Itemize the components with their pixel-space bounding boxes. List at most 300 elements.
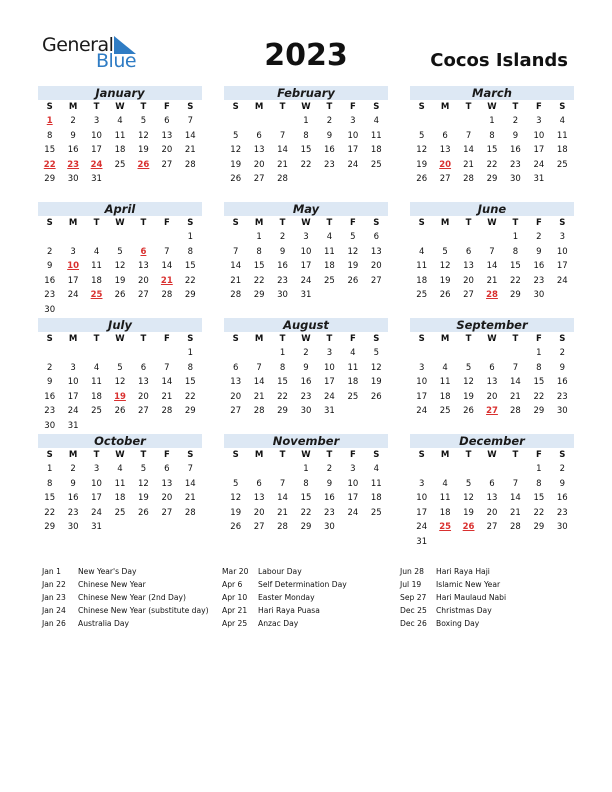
day-cell: 6 xyxy=(164,116,170,126)
day-cell: 19 xyxy=(230,159,242,170)
week-row xyxy=(410,114,574,129)
weekday-label: W xyxy=(487,450,497,460)
day-cell: 18 xyxy=(114,145,126,155)
day-cell: 19 xyxy=(370,377,382,387)
day-cell: 11 xyxy=(370,478,382,489)
day-cell: 28 xyxy=(230,290,242,300)
weekday-label: T xyxy=(326,450,333,460)
holiday-name: Chinese New Year xyxy=(78,580,146,589)
holiday-day-cell: 21 xyxy=(160,275,173,286)
weekday-label: S xyxy=(232,450,239,460)
week-row xyxy=(224,143,388,158)
day-cell: 25 xyxy=(556,159,568,170)
empty-day-cell xyxy=(341,520,364,535)
weekday-label: S xyxy=(559,450,566,460)
day-cell: 19 xyxy=(439,275,451,286)
day-cell: 4 xyxy=(117,464,123,474)
day-cell: 7 xyxy=(465,130,472,141)
empty-day-cell xyxy=(38,346,61,361)
week-row xyxy=(38,506,202,521)
day-cell: 8 xyxy=(303,130,309,141)
week-row xyxy=(224,520,388,535)
week-row xyxy=(38,419,202,434)
day-cell: 8 xyxy=(279,362,286,373)
day-cell: 13 xyxy=(439,145,451,155)
weekday-header-row xyxy=(38,216,202,230)
week-row xyxy=(38,172,202,187)
day-cell: 18 xyxy=(556,145,568,155)
holiday-day-cell: 28 xyxy=(486,290,498,300)
empty-day-cell xyxy=(365,288,388,303)
week-row xyxy=(410,361,574,376)
day-cell: 24 xyxy=(324,391,335,402)
day-cell: 20 xyxy=(138,275,149,286)
weekday-label: S xyxy=(418,450,425,460)
empty-day-cell xyxy=(61,303,84,318)
day-cell: 14 xyxy=(184,130,196,141)
weekday-header-row xyxy=(410,448,574,462)
week-row xyxy=(410,506,574,521)
day-cell: 26 xyxy=(114,406,126,416)
day-cell: 23 xyxy=(533,275,545,286)
day-cell: 15 xyxy=(184,261,196,271)
weekday-label: F xyxy=(163,102,170,112)
holiday-date: Apr 10 xyxy=(222,593,248,602)
empty-day-cell xyxy=(433,346,456,361)
weekday-label: T xyxy=(279,102,286,112)
weekday-label: T xyxy=(326,334,333,344)
weekday-label: F xyxy=(535,450,542,460)
day-cell: 30 xyxy=(44,420,56,431)
empty-day-cell xyxy=(108,303,131,318)
weekday-label: W xyxy=(115,334,125,344)
holiday-date: Jul 19 xyxy=(400,580,422,589)
day-cell: 27 xyxy=(230,406,242,416)
empty-day-cell xyxy=(224,346,247,361)
day-cell: 17 xyxy=(91,145,102,155)
day-cell: 12 xyxy=(370,362,382,373)
day-cell: 17 xyxy=(67,391,79,402)
day-cell: 3 xyxy=(326,348,333,358)
empty-day-cell xyxy=(132,303,155,318)
day-cell: 3 xyxy=(536,116,542,126)
day-cell: 11 xyxy=(114,130,126,141)
day-cell: 7 xyxy=(233,246,239,257)
day-cell: 20 xyxy=(486,391,498,402)
empty-day-cell xyxy=(433,462,456,477)
day-cell: 3 xyxy=(93,116,100,126)
month-september xyxy=(410,318,574,419)
day-cell: 12 xyxy=(138,478,149,489)
week-row xyxy=(38,361,202,376)
logo-text-general: General xyxy=(42,34,114,56)
weekday-label: W xyxy=(487,218,497,228)
holiday-name: Chinese New Year (2nd Day) xyxy=(78,593,187,602)
weekday-label: W xyxy=(115,218,125,228)
weekday-label: F xyxy=(163,218,170,228)
empty-day-cell xyxy=(457,114,480,129)
weekday-label: M xyxy=(254,102,264,112)
empty-day-cell xyxy=(433,535,456,550)
day-cell: 16 xyxy=(324,493,335,503)
day-cell: 1 xyxy=(489,116,495,126)
day-cell: 26 xyxy=(416,174,428,184)
holiday-entry xyxy=(400,617,576,630)
day-cell: 24 xyxy=(67,290,79,300)
holiday-name: Islamic New Year xyxy=(436,580,501,589)
holiday-day-cell: 20 xyxy=(439,159,452,170)
day-cell: 4 xyxy=(326,232,333,242)
day-cell: 7 xyxy=(164,362,170,373)
day-cell: 8 xyxy=(536,362,542,373)
day-cell: 23 xyxy=(44,406,56,416)
weekday-label: F xyxy=(163,450,170,460)
day-cell: 5 xyxy=(140,116,147,126)
day-cell: 19 xyxy=(463,507,474,518)
day-cell: 7 xyxy=(489,246,495,257)
holiday-date: Jan 1 xyxy=(42,567,61,576)
day-cell: 22 xyxy=(184,275,196,286)
week-row xyxy=(410,288,574,303)
week-row xyxy=(38,288,202,303)
week-row xyxy=(224,274,388,289)
calendar-year: 2023 xyxy=(264,38,348,73)
day-cell: 14 xyxy=(161,261,173,271)
week-row xyxy=(410,245,574,260)
weekday-label: T xyxy=(279,334,286,344)
holiday-entry xyxy=(42,565,218,578)
day-cell: 22 xyxy=(44,507,56,518)
day-cell: 22 xyxy=(184,391,196,402)
day-cell: 29 xyxy=(486,174,498,184)
empty-day-cell xyxy=(155,419,178,434)
day-cell: 13 xyxy=(230,377,242,387)
empty-day-cell xyxy=(341,172,364,187)
empty-day-cell xyxy=(365,404,388,419)
week-row xyxy=(38,462,202,477)
empty-day-cell xyxy=(179,520,202,535)
weekday-label: T xyxy=(465,218,472,228)
day-cell: 5 xyxy=(233,478,239,489)
holiday-entry xyxy=(222,565,398,578)
day-cell: 8 xyxy=(536,478,542,489)
weekday-label: T xyxy=(465,102,472,112)
day-cell: 26 xyxy=(370,391,382,402)
weekday-label: S xyxy=(232,334,239,344)
day-cell: 29 xyxy=(510,290,521,300)
week-row xyxy=(410,346,574,361)
weekday-label: S xyxy=(46,334,53,344)
weekday-label: M xyxy=(440,218,450,228)
day-cell: 19 xyxy=(114,275,126,286)
day-cell: 7 xyxy=(256,362,262,373)
day-cell: 6 xyxy=(489,478,495,489)
weekday-label: M xyxy=(68,218,78,228)
day-cell: 13 xyxy=(253,493,265,503)
empty-day-cell xyxy=(108,346,131,361)
holiday-day-cell: 6 xyxy=(140,246,147,257)
empty-day-cell xyxy=(365,172,388,187)
day-cell: 13 xyxy=(161,478,173,489)
day-cell: 22 xyxy=(533,507,545,518)
holiday-entry xyxy=(400,604,576,617)
day-cell: 23 xyxy=(324,507,335,518)
day-cell: 3 xyxy=(70,362,76,373)
day-cell: 7 xyxy=(279,130,286,141)
weekday-label: T xyxy=(512,218,519,228)
month-april xyxy=(38,202,202,317)
holiday-day-cell: 26 xyxy=(462,522,475,532)
holiday-entry xyxy=(42,617,218,630)
week-row xyxy=(410,390,574,405)
day-cell: 2 xyxy=(47,362,53,373)
weekday-label: M xyxy=(68,102,78,112)
weekday-label: S xyxy=(559,102,566,112)
day-cell: 5 xyxy=(442,246,448,257)
day-cell: 9 xyxy=(512,130,519,141)
holiday-entry xyxy=(400,578,576,591)
holiday-entry xyxy=(222,578,398,591)
day-cell: 10 xyxy=(416,493,428,503)
day-cell: 2 xyxy=(70,464,76,474)
week-row xyxy=(224,230,388,245)
day-cell: 16 xyxy=(556,377,568,387)
holiday-day-cell: 19 xyxy=(114,391,126,402)
month-october xyxy=(38,434,202,535)
weekday-label: T xyxy=(93,334,100,344)
day-cell: 4 xyxy=(350,348,356,358)
week-row xyxy=(224,361,388,376)
day-cell: 5 xyxy=(233,130,239,141)
week-row xyxy=(38,375,202,390)
empty-day-cell xyxy=(85,346,108,361)
day-cell: 21 xyxy=(161,391,173,402)
day-cell: 10 xyxy=(300,246,312,257)
day-cell: 25 xyxy=(347,391,359,402)
holiday-entry xyxy=(222,617,398,630)
day-cell: 7 xyxy=(512,478,519,489)
week-row xyxy=(38,404,202,419)
weekday-label: T xyxy=(512,334,519,344)
day-cell: 30 xyxy=(324,522,335,532)
day-cell: 26 xyxy=(230,522,242,532)
weekday-label: S xyxy=(559,218,566,228)
month-february xyxy=(224,86,388,187)
weekday-label: S xyxy=(418,102,425,112)
day-cell: 1 xyxy=(256,232,262,242)
empty-day-cell xyxy=(224,114,247,129)
empty-day-cell xyxy=(108,172,131,187)
day-cell: 24 xyxy=(533,159,545,170)
day-cell: 1 xyxy=(536,464,542,474)
empty-day-cell xyxy=(179,303,202,318)
day-cell: 19 xyxy=(230,507,242,518)
weekday-header-row xyxy=(410,216,574,230)
holiday-name: Christmas Day xyxy=(436,606,492,615)
day-cell: 2 xyxy=(279,232,286,242)
day-cell: 25 xyxy=(370,159,382,170)
day-cell: 14 xyxy=(253,377,265,387)
day-cell: 12 xyxy=(439,261,451,271)
week-row xyxy=(224,346,388,361)
day-cell: 17 xyxy=(556,261,568,271)
day-cell: 14 xyxy=(510,493,521,503)
holiday-name: Hari Raya Haji xyxy=(436,567,490,576)
day-cell: 17 xyxy=(347,145,359,155)
day-cell: 15 xyxy=(300,493,312,503)
weekday-label: S xyxy=(373,218,380,228)
empty-day-cell xyxy=(224,230,247,245)
empty-day-cell xyxy=(247,114,270,129)
holiday-name: Hari Maulaud Nabi xyxy=(436,593,507,602)
day-cell: 27 xyxy=(463,290,474,300)
holiday-day-cell: 1 xyxy=(46,116,53,126)
day-cell: 21 xyxy=(277,159,288,170)
weekday-label: T xyxy=(465,334,472,344)
holiday-name: Easter Monday xyxy=(258,593,315,602)
day-cell: 8 xyxy=(256,246,262,257)
day-cell: 15 xyxy=(510,261,521,271)
week-row xyxy=(224,129,388,144)
month-june xyxy=(410,202,574,303)
day-cell: 26 xyxy=(347,275,359,286)
empty-day-cell xyxy=(132,520,155,535)
day-cell: 22 xyxy=(486,159,498,170)
holiday-entry xyxy=(42,578,218,591)
weekday-label: T xyxy=(326,102,333,112)
day-cell: 17 xyxy=(416,391,428,402)
empty-day-cell xyxy=(410,230,433,245)
day-cell: 12 xyxy=(463,377,474,387)
day-cell: 29 xyxy=(533,406,545,416)
weekday-label: W xyxy=(115,450,125,460)
holiday-date: Jun 28 xyxy=(400,567,424,576)
day-cell: 21 xyxy=(510,391,521,402)
weekday-label: W xyxy=(487,102,497,112)
weekday-header-row xyxy=(224,216,388,230)
day-cell: 29 xyxy=(44,174,56,184)
weekday-label: S xyxy=(373,450,380,460)
week-row xyxy=(410,462,574,477)
empty-day-cell xyxy=(85,419,108,434)
weekday-label: M xyxy=(254,450,264,460)
day-cell: 4 xyxy=(442,362,448,373)
day-cell: 23 xyxy=(277,275,288,286)
day-cell: 1 xyxy=(187,348,193,358)
day-cell: 11 xyxy=(370,130,382,141)
empty-day-cell xyxy=(504,346,527,361)
day-cell: 9 xyxy=(70,478,76,489)
weekday-label: W xyxy=(487,334,497,344)
day-cell: 11 xyxy=(416,261,428,271)
weekday-label: S xyxy=(46,102,53,112)
empty-day-cell xyxy=(410,114,433,129)
empty-day-cell xyxy=(132,419,155,434)
day-cell: 19 xyxy=(463,391,474,402)
empty-day-cell xyxy=(504,535,527,550)
day-cell: 14 xyxy=(510,377,521,387)
day-cell: 12 xyxy=(463,493,474,503)
day-cell: 29 xyxy=(184,406,196,416)
day-cell: 11 xyxy=(91,377,102,387)
empty-day-cell xyxy=(271,114,294,129)
day-cell: 26 xyxy=(439,290,451,300)
day-cell: 3 xyxy=(70,246,76,257)
holiday-name: Australia Day xyxy=(78,619,129,628)
day-cell: 11 xyxy=(347,362,359,373)
day-cell: 16 xyxy=(67,145,79,155)
week-row xyxy=(224,462,388,477)
weekday-label: F xyxy=(349,102,356,112)
weekday-header-row xyxy=(410,332,574,346)
day-cell: 14 xyxy=(230,261,242,271)
holiday-entry xyxy=(222,604,398,617)
day-cell: 7 xyxy=(187,116,193,126)
holiday-date: Jan 22 xyxy=(42,580,66,589)
day-cell: 31 xyxy=(300,290,312,300)
empty-day-cell xyxy=(38,230,61,245)
holiday-column xyxy=(42,565,218,630)
weekday-label: S xyxy=(46,218,53,228)
holiday-name: Anzac Day xyxy=(258,619,299,628)
day-cell: 21 xyxy=(184,145,196,155)
weekday-label: F xyxy=(349,334,356,344)
day-cell: 25 xyxy=(370,507,382,518)
weekday-label: T xyxy=(279,450,286,460)
holiday-day-cell: 23 xyxy=(67,159,80,170)
day-cell: 25 xyxy=(324,275,335,286)
day-cell: 21 xyxy=(486,275,498,286)
day-cell: 20 xyxy=(463,275,474,286)
day-cell: 8 xyxy=(47,130,53,141)
day-cell: 11 xyxy=(324,246,335,257)
month-december xyxy=(410,434,574,549)
day-cell: 4 xyxy=(373,116,379,126)
day-cell: 11 xyxy=(439,377,451,387)
month-title: May xyxy=(224,202,388,216)
day-cell: 21 xyxy=(277,507,288,518)
day-cell: 9 xyxy=(536,246,542,257)
week-row xyxy=(410,259,574,274)
day-cell: 18 xyxy=(370,493,382,503)
day-cell: 2 xyxy=(536,232,542,242)
empty-day-cell xyxy=(480,346,503,361)
weekday-label: S xyxy=(187,450,194,460)
day-cell: 29 xyxy=(533,522,545,532)
day-cell: 19 xyxy=(138,493,149,503)
weekday-label: T xyxy=(140,450,147,460)
day-cell: 13 xyxy=(463,261,474,271)
empty-day-cell xyxy=(61,346,84,361)
week-row xyxy=(38,390,202,405)
weekday-label: W xyxy=(301,218,311,228)
day-cell: 15 xyxy=(533,493,545,503)
day-cell: 4 xyxy=(117,116,123,126)
month-august xyxy=(224,318,388,419)
holiday-day-cell: 10 xyxy=(67,261,80,271)
day-cell: 8 xyxy=(512,246,519,257)
empty-day-cell xyxy=(85,230,108,245)
day-cell: 17 xyxy=(347,493,359,503)
weekday-label: S xyxy=(187,334,194,344)
day-cell: 4 xyxy=(373,464,379,474)
empty-day-cell xyxy=(155,172,178,187)
week-row xyxy=(224,114,388,129)
day-cell: 16 xyxy=(324,145,335,155)
day-cell: 11 xyxy=(91,261,102,271)
day-cell: 6 xyxy=(442,130,448,141)
day-cell: 30 xyxy=(300,406,312,416)
